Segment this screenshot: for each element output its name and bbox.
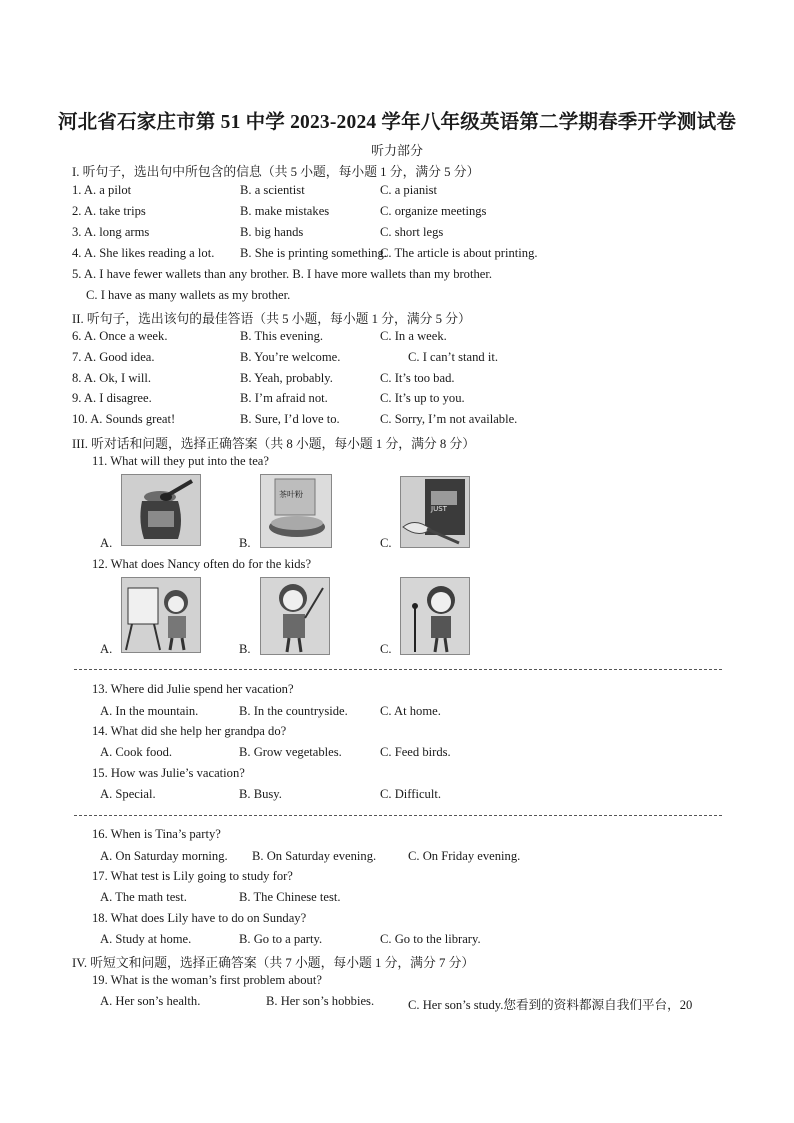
q15-option-a: A. Special. xyxy=(100,787,156,801)
q6-option-a: 6. A. Once a week. xyxy=(72,329,168,343)
q4-option-c: C. The article is about printing. xyxy=(380,246,538,260)
q17-option-b: B. The Chinese test. xyxy=(239,890,341,904)
page-subtitle: 听力部分 xyxy=(370,143,423,158)
q18-question: 18. What does Lily have to do on Sunday? xyxy=(92,911,307,925)
q19-option-c: C. Her son’s study.您看到的资料都源自我们平台，20 xyxy=(408,998,693,1012)
q16-question: 16. When is Tina’s party? xyxy=(92,827,221,841)
q2-option-c: C. organize meetings xyxy=(380,204,487,218)
divider-2 xyxy=(74,815,722,816)
q11-label-a: A. xyxy=(100,536,113,550)
q8-option-b: B. Yeah, probably. xyxy=(240,371,333,385)
q10-option-c: C. Sorry, I’m not available. xyxy=(380,412,518,426)
jar-label: JUST xyxy=(431,505,447,513)
q11-label-b: B. xyxy=(239,536,251,550)
q7-option-a: 7. A. Good idea. xyxy=(72,350,155,364)
q10-option-a: 10. A. Sounds great! xyxy=(72,412,176,426)
q13-option-a: A. In the mountain. xyxy=(100,704,199,718)
q9-option-c: C. It’s up to you. xyxy=(380,391,465,405)
q9-option-a: 9. A. I disagree. xyxy=(72,391,152,405)
q8-option-c: C. It’s too bad. xyxy=(380,371,455,385)
q16-option-c: C. On Friday evening. xyxy=(408,849,521,863)
honey-jar-icon xyxy=(122,475,200,545)
girl-with-spoon-icon xyxy=(261,578,329,654)
girl-cooking-image xyxy=(260,577,330,655)
tea-powder-image xyxy=(260,474,332,548)
q3-option-c: C. short legs xyxy=(380,225,444,239)
q16-option-a: A. On Saturday morning. xyxy=(100,849,228,863)
girl-singing-image xyxy=(400,577,470,655)
q18-option-b: B. Go to a party. xyxy=(239,932,323,946)
q13-question: 13. Where did Julie spend her vacation? xyxy=(92,682,294,696)
q18-option-a: A. Study at home. xyxy=(100,932,192,946)
q4-option-b: B. She is printing something. xyxy=(240,246,387,260)
q7-option-b: B. You’re welcome. xyxy=(240,350,341,364)
q19-option-b: B. Her son’s hobbies. xyxy=(266,994,375,1008)
q2-option-b: B. make mistakes xyxy=(240,204,330,218)
q6-option-c: C. In a week. xyxy=(380,329,447,343)
tea-packet-label: 茶叶粉 xyxy=(279,490,303,499)
q1-option-b: B. a scientist xyxy=(240,183,305,197)
q12-label-c: C. xyxy=(380,642,392,656)
question-5: 5. A. I have fewer wallets than any brother. B. I have more wallets than my brother. xyxy=(72,267,493,281)
section-2-header: II. 听句子，选出该句的最佳答语（共 5 小题，每小题 1 分，满分 5 分） xyxy=(72,312,471,326)
q1-option-c: C. a pianist xyxy=(380,183,438,197)
girl-painting-image xyxy=(121,577,201,653)
q14-option-b: B. Grow vegetables. xyxy=(239,745,342,759)
sugar-bag-image xyxy=(400,476,470,548)
q18-option-c: C. Go to the library. xyxy=(380,932,481,946)
q19-option-a: A. Her son’s health. xyxy=(100,994,201,1008)
q15-option-b: B. Busy. xyxy=(239,787,282,801)
q5-option-c: C. I have as many wallets as my brother. xyxy=(86,288,291,302)
section-3-header: III. 听对话和问题，选择正确答案（共 8 小题，每小题 1 分，满分 8 分） xyxy=(72,437,476,451)
q6-option-b: B. This evening. xyxy=(240,329,324,343)
q4-option-a: 4. A. She likes reading a lot. xyxy=(72,246,215,260)
q17-question: 17. What test is Lily going to study for? xyxy=(92,869,293,883)
q13-option-c: C. At home. xyxy=(380,704,441,718)
q10-option-b: B. Sure, I’d love to. xyxy=(240,412,340,426)
q3-option-b: B. big hands xyxy=(240,225,304,239)
q19-question: 19. What is the woman’s first problem about? xyxy=(92,973,322,987)
girl-microphone-icon xyxy=(401,578,469,654)
q1-option-a: 1. A. a pilot xyxy=(72,183,132,197)
q12-label-a: A. xyxy=(100,642,113,656)
q13-option-b: B. In the countryside. xyxy=(239,704,348,718)
divider-1 xyxy=(74,669,722,670)
q12-label-b: B. xyxy=(239,642,251,656)
q15-question: 15. How was Julie’s vacation? xyxy=(92,766,245,780)
q17-option-a: A. The math test. xyxy=(100,890,187,904)
easel-painting-icon xyxy=(122,578,200,652)
q14-option-a: A. Cook food. xyxy=(100,745,173,759)
q9-option-b: B. I’m afraid not. xyxy=(240,391,328,405)
section-4-header: IV. 听短文和问题，选择正确答案（共 7 小题，每小题 1 分，满分 7 分） xyxy=(72,956,475,970)
q12-question: 12. What does Nancy often do for the kids? xyxy=(92,557,312,571)
q16-option-b: B. On Saturday evening. xyxy=(252,849,377,863)
page-title: 河北省石家庄市第 51 中学 2023-2024 学年八年级英语第二学期春季开学测试卷 xyxy=(57,112,737,133)
q14-question: 14. What did she help her grandpa do? xyxy=(92,724,287,738)
q11-question: 11. What will they put into the tea? xyxy=(92,454,269,468)
q14-option-c: C. Feed birds. xyxy=(380,745,451,759)
q15-option-c: C. Difficult. xyxy=(380,787,441,801)
honey-jar-image xyxy=(121,474,201,546)
tea-powder-bowl-icon xyxy=(261,475,331,547)
q11-label-c: C. xyxy=(380,536,392,550)
q2-option-a: 2. A. take trips xyxy=(72,204,146,218)
q7-option-c: C. I can’t stand it. xyxy=(408,350,499,364)
section-1-header: I. 听句子，选出句中所包含的信息（共 5 小题，每小题 1 分，满分 5 分） xyxy=(72,165,480,179)
q8-option-a: 8. A. Ok, I will. xyxy=(72,371,152,385)
q3-option-a: 3. A. long arms xyxy=(72,225,150,239)
